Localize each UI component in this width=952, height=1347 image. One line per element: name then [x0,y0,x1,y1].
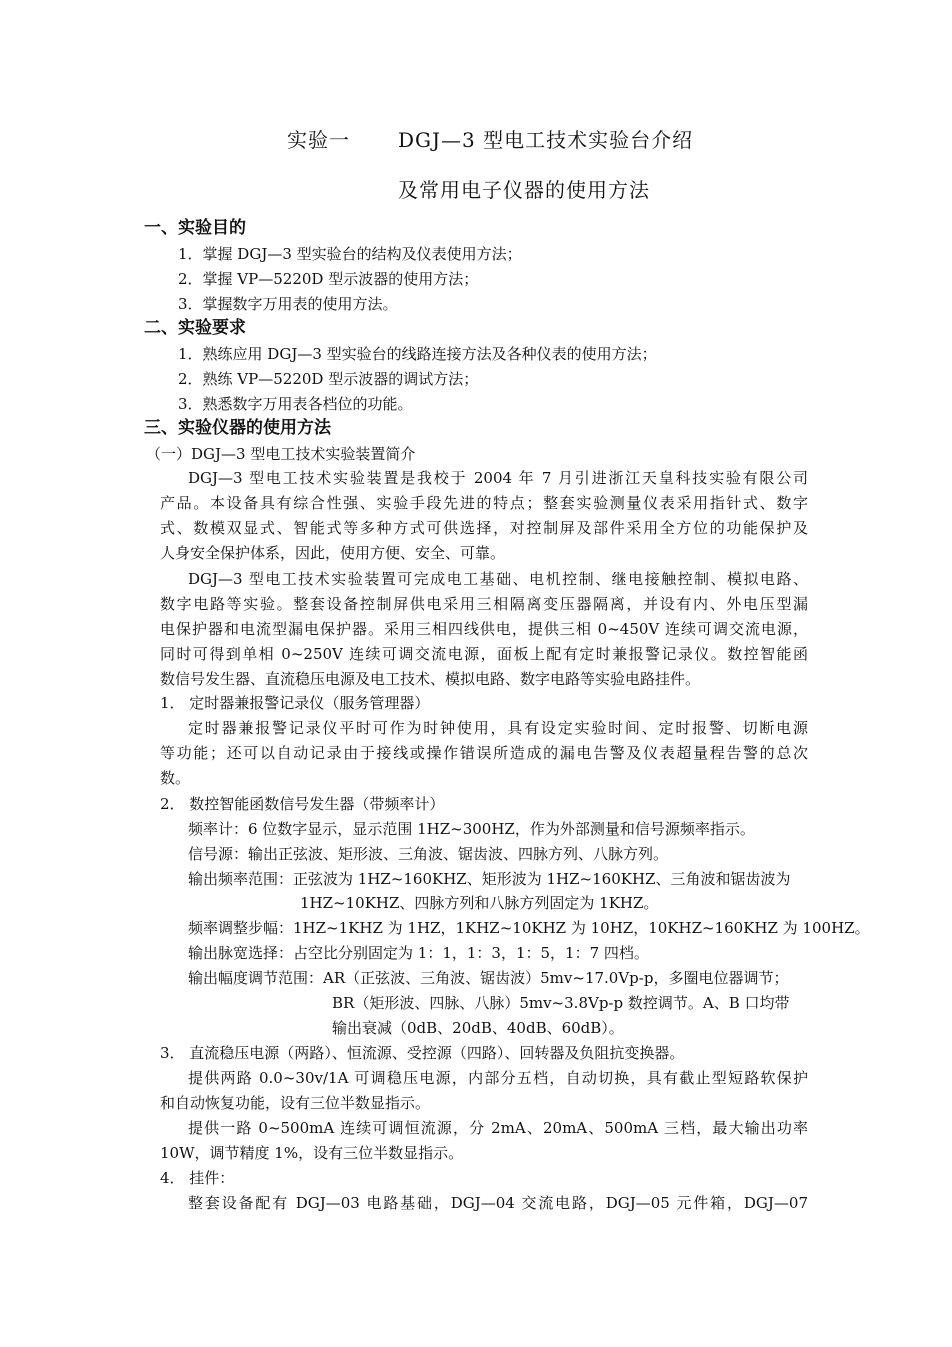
paragraph-line: 提供一路 0~500mA 连续可调恒流源，分 2mA、20mA、500mA 三档，最大输出功率 [188,1119,808,1137]
paragraph-line: 产品。本设备具有综合性强、实验手段先进的特点；整套实验测量仪表采用指针式、数字 [160,494,808,512]
doc-title-main: DGJ—3 型电工技术实验台介绍 [398,128,694,152]
item-heading: 3． 直流稳压电源（两路）、恒流源、受控源（四路）、回转器及负阻抗变换器。 [160,1044,685,1062]
spec-line: 输出频率范围：正弦波为 1HZ~160KHZ、矩形波为 1HZ~160KHZ、三角波和锯齿波为 [188,870,791,888]
subsection-heading: （一）DGJ—3 型电工技术实验装置简介 [146,445,416,463]
spec-line: 输出脉宽选择：占空比分别固定为 1：1，1：3，1：5，1：7 四档。 [188,944,649,962]
section-heading-instruments: 三、实验仪器的使用方法 [144,418,331,438]
item-heading: 1． 定时器兼报警记录仪（服务管理器） [160,694,430,712]
section-heading-requirements: 二、实验要求 [144,318,246,338]
paragraph-line: 式、数模双显式、智能式等多种方式可供选择，对控制屏及部件采用全方位的功能保护及 [160,519,808,537]
spec-line: BR（矩形波、四脉、八脉）5mv~3.8Vp-p 数控调节。A、B 口均带 [332,994,790,1012]
spec-line: 1HZ~10KHZ、四脉方列和八脉方列固定为 1KHZ。 [300,894,659,912]
doc-title-prefix: 实验一 [287,128,350,152]
paragraph-line: 数字电路等实验。整套设备控制屏供电采用三相隔离变压器隔离，并设有内、外电压型漏 [160,595,808,613]
paragraph-line: 数信号发生器、直流稳压电源及电工技术、模拟电路、数字电路等实验电路挂件。 [160,670,701,688]
paragraph-line: 数。 [160,769,191,787]
paragraph-line: 和自动恢复功能，设有三位半数显指示。 [160,1094,431,1112]
spec-line: 输出衰减（0dB、20dB、40dB、60dB）。 [332,1019,624,1037]
paragraph-line: 同时可得到单相 0~250V 连续可调交流电源，面板上配有定时兼报警记录仪。数控智能函 [160,645,808,663]
paragraph-line: DGJ—3 型电工技术实验装置可完成电工基础、电机控制、继电接触控制、模拟电路、 [188,570,808,588]
spec-line: 频率计：6 位数字显示，显示范围 1HZ~300HZ，作为外部测量和信号源频率指示。 [188,820,755,838]
list-item: 1．掌握 DGJ—3 型实验台的结构及仪表使用方法； [178,245,522,263]
list-item: 3．掌握数字万用表的使用方法。 [178,295,398,313]
paragraph-line: 电保护器和电流型漏电保护器。采用三相四线供电，提供三相 0~450V 连续可调交流电源， [160,620,808,638]
paragraph-line: DGJ—3 型电工技术实验装置是我校于 2004 年 7 月引进浙江天皇科技实验有限公司 [188,469,808,487]
spec-line: 信号源：输出正弦波、矩形波、三角波、锯齿波、四脉方列、八脉方列。 [188,845,669,863]
paragraph-line: 定时器兼报警记录仪平时可作为时钟使用，具有设定实验时间、定时报警、切断电源 [188,719,808,737]
paragraph-line: 提供两路 0.0~30v/1A 可调稳压电源，内部分五档，自动切换，具有截止型短路软保护 [188,1069,808,1087]
list-item: 1．熟练应用 DGJ—3 型实验台的线路连接方法及各种仪表的使用方法； [178,345,657,363]
list-item: 3．熟悉数字万用表各档位的功能。 [178,395,413,413]
section-heading-purpose: 一、实验目的 [144,218,246,238]
item-heading: 4． 挂件： [160,1169,235,1187]
item-heading: 2． 数控智能函数信号发生器（带频率计） [160,795,445,813]
paragraph-line: 等功能；还可以自动记录由于接线或操作错误所造成的漏电告警及仪表超量程告警的总次 [160,744,808,762]
paragraph-line: 整套设备配有 DGJ—03 电路基础，DGJ—04 交流电路，DGJ—05 元件箱，DGJ—07 [188,1194,808,1212]
list-item: 2．掌握 VP—5220D 型示波器的使用方法； [178,270,479,288]
paragraph-line: 10W，调节精度 1%，设有三位半数显指示。 [160,1144,464,1162]
doc-title-line2: 及常用电子仪器的使用方法 [398,178,650,202]
list-item: 2．熟练 VP—5220D 型示波器的调试方法； [178,370,479,388]
paragraph-line: 人身安全保护体系，因此，使用方便、安全、可靠。 [160,544,506,562]
spec-line: 输出幅度调节范围：AR（正弦波、三角波、锯齿波）5mv~17.0Vp-p，多圈电位器调节； [188,969,789,987]
spec-line: 频率调整步幅：1HZ~1KHZ 为 1HZ，1KHZ~10KHZ 为 10HZ，10KHZ~160KHZ 为 100HZ。 [188,919,870,937]
